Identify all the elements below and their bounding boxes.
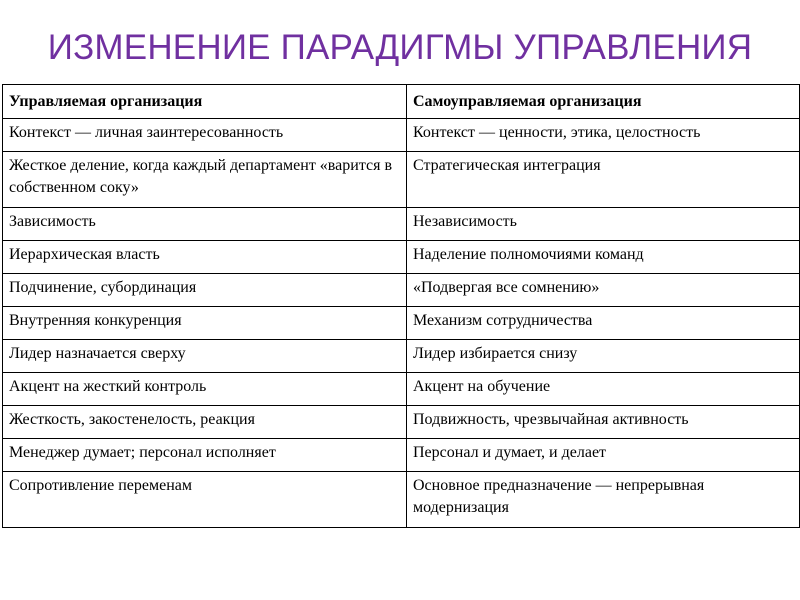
table-cell-managed: Акцент на жесткий контроль	[3, 373, 407, 406]
table-row	[3, 274, 800, 307]
table-cell-self-managed: Механизм сотрудничества	[407, 307, 800, 340]
table-row	[3, 439, 800, 472]
table-cell-self-managed: Контекст — ценности, этика, целостность	[407, 119, 800, 152]
table-row	[3, 208, 800, 241]
table-cell-self-managed: Основное предназначение — непрерывная модернизация	[407, 472, 800, 528]
table-cell-self-managed: Персонал и думает, и делает	[407, 439, 800, 472]
table-row	[3, 340, 800, 373]
table-cell-managed: Менеджер думает; персонал исполняет	[3, 439, 407, 472]
table-row	[3, 152, 800, 208]
table-cell-managed: Жесткое деление, когда каждый департамент «варится в собственном соку»	[3, 152, 407, 208]
table-row	[3, 241, 800, 274]
table-cell-managed: Внутренняя конкуренция	[3, 307, 407, 340]
table-row	[3, 119, 800, 152]
table-cell-managed: Лидер назначается сверху	[3, 340, 407, 373]
table-cell-managed: Иерархическая власть	[3, 241, 407, 274]
table-row	[3, 373, 800, 406]
table-cell-self-managed: Подвижность, чрезвычайная активность	[407, 406, 800, 439]
table-cell-self-managed: Наделение полномочиями команд	[407, 241, 800, 274]
table-cell-managed: Подчинение, субординация	[3, 274, 407, 307]
table-cell-managed: Зависимость	[3, 208, 407, 241]
table-cell-self-managed: Независимость	[407, 208, 800, 241]
paradigm-comparison-table	[2, 84, 800, 528]
header-managed-organization: Управляемая организация	[3, 85, 407, 119]
table-cell-self-managed: «Подвергая все сомнению»	[407, 274, 800, 307]
table-cell-self-managed: Стратегическая интеграция	[407, 152, 800, 208]
table-row	[3, 406, 800, 439]
header-self-managed-organization: Самоуправляемая организация	[407, 85, 800, 119]
table-row	[3, 472, 800, 528]
table-row	[3, 307, 800, 340]
table-cell-self-managed: Лидер избирается снизу	[407, 340, 800, 373]
slide-title: ИЗМЕНЕНИЕ ПАРАДИГМЫ УПРАВЛЕНИЯ	[47, 28, 753, 67]
table-header-row	[3, 85, 800, 119]
table-cell-managed: Жесткость, закостенелость, реакция	[3, 406, 407, 439]
table-cell-managed: Контекст — личная заинтересованность	[3, 119, 407, 152]
table-cell-self-managed: Акцент на обучение	[407, 373, 800, 406]
table-cell-managed: Сопротивление переменам	[3, 472, 407, 528]
